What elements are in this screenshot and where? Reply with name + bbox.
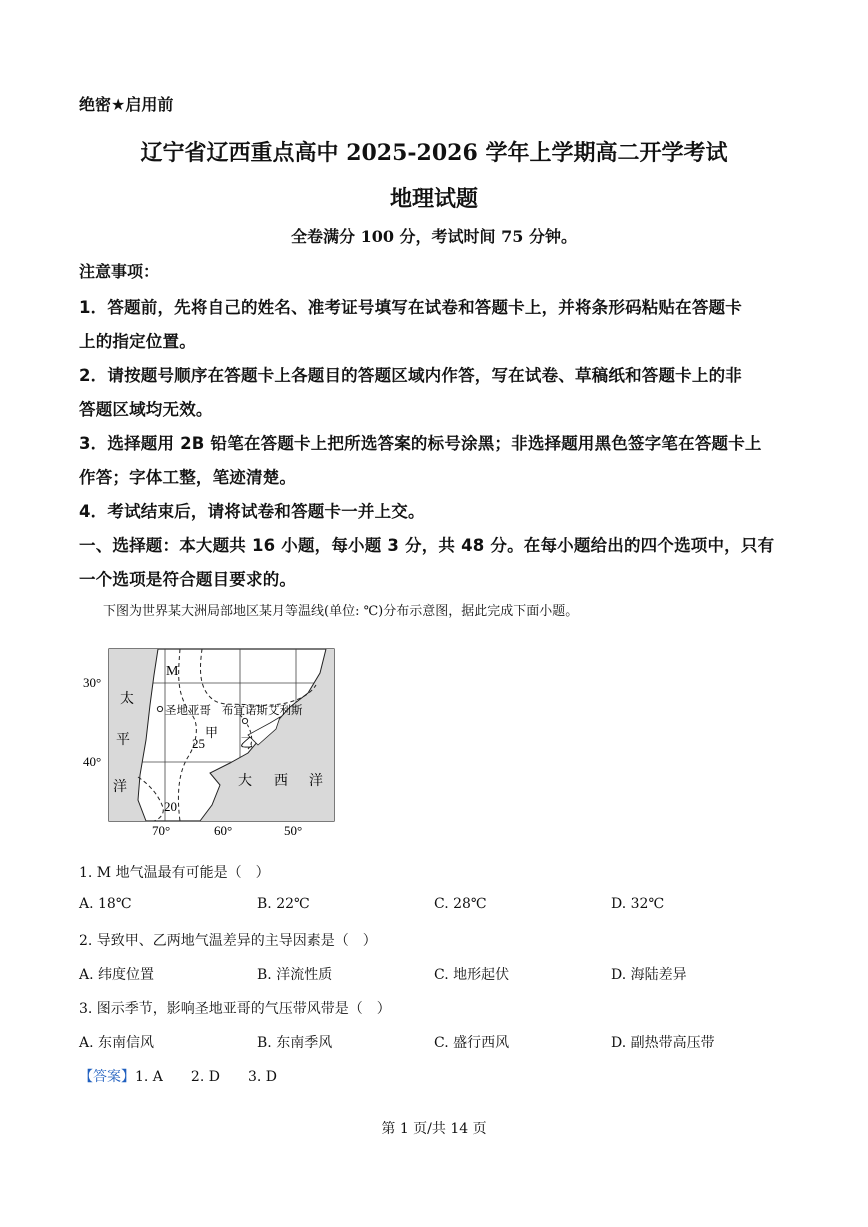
question-2-stem: 2. 导致甲、乙两地气温差异的主导因素是（ ） bbox=[79, 933, 377, 949]
lat-label-30: 30° bbox=[83, 675, 102, 690]
atlantic-char-1: 大 bbox=[238, 773, 252, 789]
pacific-char-1: 太 bbox=[120, 691, 134, 707]
place-jia: 甲 bbox=[205, 726, 219, 741]
answer-line bbox=[79, 1066, 277, 1086]
question-2-option-d: D. 海陆差异 bbox=[611, 967, 687, 983]
question-3-stem: 3. 图示季节，影响圣地亚哥的气压带风带是（ ） bbox=[79, 1001, 391, 1017]
question-3-option-d: D. 副热带高压带 bbox=[611, 1035, 715, 1051]
notice-1-line-2: 上的指定位置。 bbox=[79, 332, 196, 351]
exam-subtitle: 地理试题 bbox=[389, 186, 478, 212]
atlantic-char-2: 西 bbox=[274, 773, 288, 789]
notice-2-line-1: 2．请按题号顺序在答题卡上各题目的答题区域内作答，写在试卷、草稿纸和答题卡上的非 bbox=[79, 366, 742, 385]
section-heading-line-1: 一、选择题：本大题共 16 小题，每小题 3 分，共 48 分。在每小题给出的四个选项中，只有 bbox=[79, 536, 775, 555]
page-footer: 第 1 页/共 14 页 bbox=[381, 1121, 487, 1137]
question-intro: 下图为世界某大洲局部地区某月等温线(单位: ℃)分布示意图，据此完成下面小题。 bbox=[103, 604, 579, 619]
place-M: M bbox=[166, 664, 179, 679]
place-santiago: 圣地亚哥 bbox=[165, 703, 211, 717]
question-2-option-a: A. 纬度位置 bbox=[79, 967, 155, 983]
question-2-option-b: B. 洋流性质 bbox=[257, 967, 333, 983]
notice-2-line-2: 答题区域均无效。 bbox=[79, 400, 213, 419]
isotherm-label-25: 25 bbox=[192, 736, 205, 751]
question-1-option-b: B. 22℃ bbox=[257, 896, 310, 912]
atlantic-char-3: 洋 bbox=[309, 773, 323, 789]
question-3-option-c: C. 盛行西风 bbox=[434, 1035, 510, 1051]
lon-label-60: 60° bbox=[214, 823, 233, 835]
lon-label-50: 50° bbox=[284, 823, 303, 835]
section-heading-line-2: 一个选项是符合题目要求的。 bbox=[79, 570, 297, 589]
confidential-mark: 绝密★启用前 bbox=[79, 95, 174, 114]
question-3-option-a: A. 东南信风 bbox=[79, 1035, 155, 1051]
place-yi: 乙 bbox=[240, 736, 254, 751]
question-1-option-c: C. 28℃ bbox=[434, 896, 487, 912]
lon-label-70: 70° bbox=[152, 823, 171, 835]
place-buenos-aires: 布宜诺斯艾利斯 bbox=[222, 703, 303, 717]
question-1-option-d: D. 32℃ bbox=[611, 896, 665, 912]
pacific-char-2: 平 bbox=[116, 732, 130, 748]
buenos-aires-marker bbox=[242, 718, 247, 723]
notice-3-line-2: 作答；字体工整，笔迹清楚。 bbox=[79, 468, 297, 487]
notice-1-line-1: 1．答题前，先将自己的姓名、准考证号填写在试卷和答题卡上，并将条形码粘贴在答题卡 bbox=[79, 298, 742, 317]
score-line: 全卷满分 100 分，考试时间 75 分钟。 bbox=[291, 227, 577, 246]
isotherm-map bbox=[80, 645, 340, 835]
question-1-stem: 1. M 地气温最有可能是（ ） bbox=[79, 865, 270, 881]
pacific-char-3: 洋 bbox=[113, 779, 127, 795]
notice-heading: 注意事项： bbox=[79, 262, 160, 281]
question-2-option-c: C. 地形起伏 bbox=[434, 967, 510, 983]
question-1-option-a: A. 18℃ bbox=[79, 896, 132, 912]
answer-text: 1. A 2. D 3. D bbox=[135, 1069, 277, 1085]
santiago-marker bbox=[157, 706, 162, 711]
exam-title: 辽宁省辽西重点高中 2025-2026 学年上学期高二开学考试 bbox=[140, 140, 728, 166]
notice-3-line-1: 3．选择题用 2B 铅笔在答题卡上把所选答案的标号涂黑；非选择题用黑色签字笔在答题卡上 bbox=[79, 434, 762, 453]
isotherm-label-20: 20 bbox=[164, 799, 177, 814]
answer-tag: 【答案】 bbox=[79, 1069, 135, 1085]
question-3-option-b: B. 东南季风 bbox=[257, 1035, 333, 1051]
notice-4-line-1: 4．考试结束后，请将试卷和答题卡一并上交。 bbox=[79, 502, 425, 521]
lat-label-40: 40° bbox=[83, 754, 102, 769]
